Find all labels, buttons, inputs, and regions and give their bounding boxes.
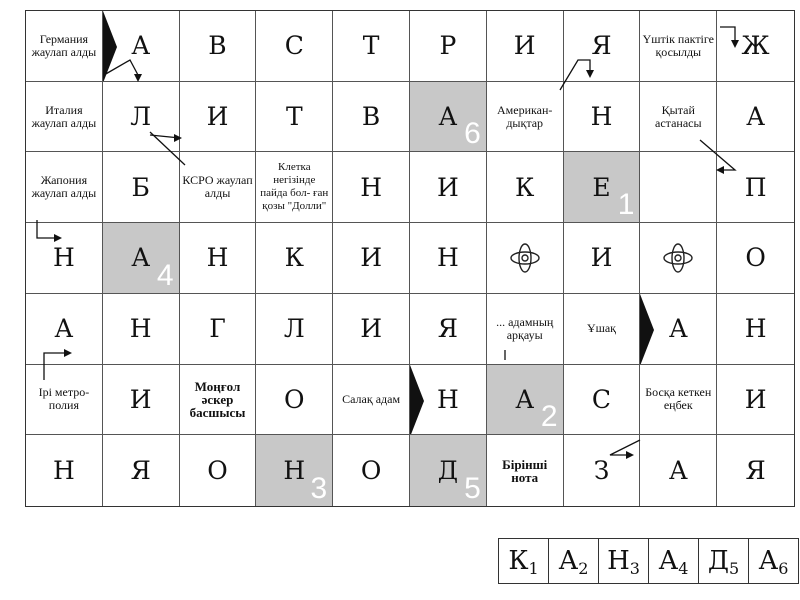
cell-number: 6 bbox=[464, 117, 481, 151]
clue-cell bbox=[26, 11, 103, 82]
letter-cell bbox=[333, 223, 410, 294]
clue-cell bbox=[640, 11, 717, 82]
letter-cell bbox=[640, 152, 717, 223]
cell-letter: Я bbox=[745, 456, 766, 486]
cell-number: 2 bbox=[540, 400, 558, 434]
letter-cell bbox=[26, 294, 103, 365]
answer-cell bbox=[549, 539, 599, 583]
letter-cell bbox=[180, 223, 257, 294]
clue-text: Қытай астанасы bbox=[655, 102, 702, 130]
answer-index: 2 bbox=[578, 558, 589, 578]
letter-cell bbox=[333, 435, 410, 506]
clue-text: КСРО жаулап алды bbox=[182, 173, 253, 201]
cell-letter: Я bbox=[437, 314, 458, 344]
cell-letter: О bbox=[745, 243, 766, 273]
letter-cell bbox=[717, 294, 794, 365]
answer-strip bbox=[498, 538, 799, 584]
letter-cell bbox=[256, 223, 333, 294]
answer-cell bbox=[749, 539, 798, 583]
clue-cell bbox=[180, 365, 257, 436]
letter-cell bbox=[717, 82, 794, 153]
clue-text: Ұшақ bbox=[586, 321, 617, 336]
answer-index: 3 bbox=[629, 558, 640, 578]
letter-cell bbox=[717, 365, 794, 436]
cell-letter: И bbox=[513, 31, 536, 61]
cell-letter: А bbox=[746, 102, 766, 132]
clue-text: Моңғол әскер басшысы bbox=[189, 378, 246, 420]
letter-cell bbox=[103, 82, 180, 153]
clue-cell bbox=[256, 152, 333, 223]
clue-cell bbox=[26, 365, 103, 436]
cell-letter: С bbox=[591, 384, 612, 414]
answer-letter: К bbox=[508, 546, 529, 576]
cell-letter: А bbox=[131, 31, 151, 61]
clue-cell bbox=[26, 82, 103, 153]
answer-index: 6 bbox=[778, 558, 789, 578]
clue-cell bbox=[26, 152, 103, 223]
cell-letter: Б bbox=[131, 172, 150, 202]
letter-cell bbox=[256, 365, 333, 436]
cell-letter: П bbox=[744, 172, 767, 202]
cell-letter: И bbox=[744, 384, 767, 414]
clue-text: Босқа кеткен еңбек bbox=[645, 385, 712, 413]
cell-letter: К bbox=[515, 172, 535, 202]
cell-number: 5 bbox=[464, 472, 481, 505]
cell-letter: А bbox=[515, 384, 535, 414]
cell-letter: Е bbox=[592, 172, 611, 202]
answer-index: 5 bbox=[728, 558, 740, 578]
cell-letter: Ж bbox=[741, 31, 770, 61]
cell-letter: Д bbox=[437, 456, 459, 486]
letter-cell bbox=[717, 435, 794, 506]
answer-letter: Н bbox=[607, 546, 630, 576]
clue-text: Жапония жаулап алды bbox=[31, 173, 97, 201]
letter-cell bbox=[103, 294, 180, 365]
cell-letter: А bbox=[438, 102, 458, 132]
letter-cell bbox=[564, 365, 641, 436]
clue-cell bbox=[180, 152, 257, 223]
cell-letter: Т bbox=[362, 31, 380, 61]
letter-cell bbox=[410, 11, 487, 82]
letter-cell bbox=[564, 82, 641, 153]
letter-cell bbox=[256, 82, 333, 153]
letter-cell bbox=[640, 294, 717, 365]
letter-cell bbox=[410, 82, 487, 153]
cell-letter: Н bbox=[52, 456, 75, 486]
cell-number: 4 bbox=[156, 258, 174, 292]
letter-cell bbox=[487, 365, 564, 436]
letter-cell bbox=[103, 435, 180, 506]
cell-letter: С bbox=[284, 31, 304, 61]
cell-letter: Н bbox=[436, 243, 459, 273]
letter-cell bbox=[564, 435, 641, 506]
flower-icon bbox=[508, 241, 542, 275]
answer-letter: А bbox=[658, 546, 679, 576]
letter-cell bbox=[410, 294, 487, 365]
cell-letter: Н bbox=[129, 314, 152, 344]
triangle-marker-icon bbox=[640, 294, 654, 365]
cell-letter: И bbox=[129, 384, 152, 414]
letter-cell bbox=[103, 11, 180, 82]
cell-letter: И bbox=[360, 243, 382, 273]
letter-cell bbox=[26, 223, 103, 294]
cell-letter: В bbox=[361, 102, 381, 132]
answer-letter: А bbox=[558, 546, 579, 576]
cell-letter: Г bbox=[209, 314, 226, 344]
letter-cell bbox=[410, 435, 487, 506]
cell-letter: Н bbox=[436, 384, 459, 414]
clue-text: Үштік пактіге қосылды bbox=[642, 31, 714, 59]
letter-cell bbox=[333, 152, 410, 223]
answer-cell bbox=[699, 539, 749, 583]
letter-cell bbox=[564, 223, 641, 294]
letter-cell bbox=[410, 152, 487, 223]
cell-letter: И bbox=[206, 102, 229, 132]
letter-cell bbox=[410, 223, 487, 294]
letter-cell bbox=[256, 435, 333, 506]
letter-cell bbox=[103, 152, 180, 223]
cell-letter: Н bbox=[206, 243, 229, 273]
letter-cell bbox=[180, 11, 257, 82]
letter-cell bbox=[103, 223, 180, 294]
letter-cell bbox=[333, 294, 410, 365]
clue-text: ... адамның арқауы bbox=[496, 314, 554, 342]
letter-cell bbox=[717, 223, 794, 294]
flower-cell bbox=[487, 223, 564, 294]
clue-cell bbox=[487, 435, 564, 506]
clue-text: Италия жаулап алды bbox=[31, 102, 97, 130]
cell-letter: А bbox=[54, 314, 74, 344]
clue-text: Салақ адам bbox=[342, 391, 401, 406]
letter-cell bbox=[487, 152, 564, 223]
cell-letter: К bbox=[284, 243, 304, 273]
clue-cell bbox=[564, 294, 641, 365]
cell-letter: Я bbox=[591, 31, 612, 61]
triangle-marker-icon bbox=[410, 365, 424, 436]
clue-cell bbox=[640, 365, 717, 436]
cell-letter: В bbox=[208, 31, 227, 61]
letter-cell bbox=[256, 11, 333, 82]
clue-cell bbox=[333, 365, 410, 436]
cell-letter: О bbox=[284, 384, 305, 414]
clue-text: Клетка негізінде пайда бол- ған қозы "Долли" bbox=[260, 161, 329, 213]
answer-cell bbox=[599, 539, 649, 583]
flower-cell bbox=[640, 223, 717, 294]
letter-cell bbox=[487, 11, 564, 82]
answer-letter: Д bbox=[707, 546, 729, 576]
clue-cell bbox=[640, 82, 717, 153]
letter-cell bbox=[640, 435, 717, 506]
cell-letter: О bbox=[360, 456, 382, 486]
letter-cell bbox=[333, 82, 410, 153]
cell-letter: Т bbox=[285, 102, 303, 132]
triangle-marker-icon bbox=[103, 11, 117, 82]
cell-letter: Н bbox=[283, 456, 306, 486]
cell-letter: Н bbox=[360, 172, 382, 202]
cell-letter: И bbox=[360, 314, 382, 344]
cell-letter: Н bbox=[52, 243, 75, 273]
answer-index: 4 bbox=[678, 558, 689, 578]
clue-text: Американ- дықтар bbox=[496, 102, 553, 130]
answer-letter: А bbox=[758, 546, 779, 576]
answer-index: 1 bbox=[528, 558, 539, 578]
clue-text: Ірі метро- полия bbox=[38, 385, 90, 413]
cell-letter: Р bbox=[439, 31, 457, 61]
cell-letter: З bbox=[593, 456, 610, 486]
letter-cell bbox=[180, 82, 257, 153]
cell-letter: Л bbox=[130, 102, 152, 132]
cell-letter: А bbox=[668, 456, 688, 486]
letter-cell bbox=[564, 152, 641, 223]
clue-text: Бірінші нота bbox=[502, 456, 548, 485]
cell-letter: Н bbox=[590, 102, 613, 132]
letter-cell bbox=[564, 11, 641, 82]
clue-cell bbox=[487, 294, 564, 365]
cell-letter: Я bbox=[130, 456, 151, 486]
letter-cell bbox=[256, 294, 333, 365]
answer-cell bbox=[499, 539, 549, 583]
cell-letter: И bbox=[436, 172, 459, 202]
cell-letter: Л bbox=[283, 314, 305, 344]
cell-letter: А bbox=[131, 243, 151, 273]
letter-cell bbox=[103, 365, 180, 436]
letter-cell bbox=[180, 435, 257, 506]
letter-cell bbox=[333, 11, 410, 82]
clue-text: Германия жаулап алды bbox=[31, 31, 97, 59]
clue-cell bbox=[487, 82, 564, 153]
flower-icon bbox=[661, 241, 695, 275]
letter-cell bbox=[717, 11, 794, 82]
cell-letter: О bbox=[207, 456, 228, 486]
letter-cell bbox=[180, 294, 257, 365]
cell-letter: Н bbox=[744, 314, 767, 344]
cell-letter: А bbox=[668, 314, 688, 344]
letter-cell bbox=[717, 152, 794, 223]
answer-cell bbox=[649, 539, 699, 583]
cell-letter: И bbox=[590, 243, 613, 273]
letter-cell bbox=[410, 365, 487, 436]
cell-number: 3 bbox=[310, 472, 328, 505]
cell-number: 1 bbox=[617, 188, 635, 222]
crossword-grid bbox=[25, 10, 795, 507]
letter-cell bbox=[26, 435, 103, 506]
